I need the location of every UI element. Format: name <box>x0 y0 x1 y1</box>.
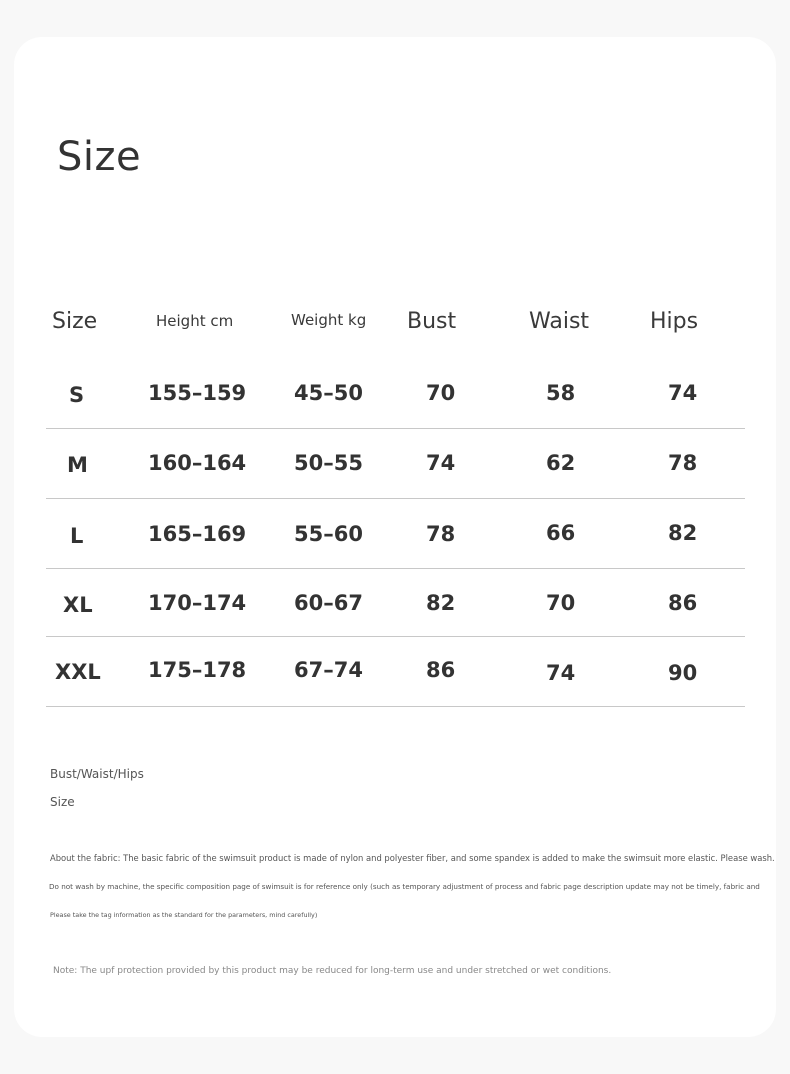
table-cell-hips: 90 <box>668 661 698 685</box>
header-weight: Weight kg <box>291 311 367 329</box>
size-label: Size <box>50 795 75 809</box>
row-divider <box>46 498 745 499</box>
fabric-note-line-2: Do not wash by machine, the specific composition page of swimsuit is for reference only (such as temporary adjustment of process and fabric page description update may not be timely, fabric and <box>49 882 760 891</box>
header-bust: Bust <box>407 309 457 334</box>
table-cell-hips: 78 <box>668 451 698 475</box>
table-cell-weight: 67–74 <box>294 658 363 682</box>
table-cell-size: M <box>67 453 88 477</box>
table-cell-bust: 82 <box>426 591 456 615</box>
table-cell-height: 170–174 <box>148 591 247 615</box>
header-hips: Hips <box>650 309 699 334</box>
table-cell-height: 175–178 <box>148 658 247 682</box>
table-cell-waist: 62 <box>546 451 576 475</box>
row-divider <box>46 706 745 707</box>
table-cell-weight: 60–67 <box>294 591 363 615</box>
row-divider <box>46 428 745 429</box>
table-cell-height: 160–164 <box>148 451 247 475</box>
fabric-note-line-1: About the fabric: The basic fabric of the swimsuit product is made of nylon and polyester fiber, and some spandex is added to make the swimsuit more elastic. Please wash. <box>50 853 775 863</box>
header-waist: Waist <box>529 309 590 334</box>
row-divider <box>46 568 745 569</box>
table-cell-size: XXL <box>55 660 101 684</box>
table-cell-waist: 74 <box>546 661 576 685</box>
row-divider <box>46 636 745 637</box>
table-cell-bust: 86 <box>426 658 456 682</box>
table-cell-bust: 78 <box>426 522 456 546</box>
table-cell-height: 155–159 <box>148 381 247 405</box>
table-cell-bust: 70 <box>426 381 456 405</box>
table-cell-weight: 50–55 <box>294 451 363 475</box>
table-cell-height: 165–169 <box>148 522 247 546</box>
table-cell-weight: 55–60 <box>294 522 363 546</box>
header-size: Size <box>52 309 98 334</box>
table-cell-waist: 66 <box>546 521 576 545</box>
header-height: Height cm <box>156 312 234 330</box>
table-cell-size: S <box>69 383 85 407</box>
table-cell-hips: 82 <box>668 521 698 545</box>
upf-note: Note: The upf protection provided by this product may be reduced for long-term use and under stretched or wet conditions. <box>53 966 612 976</box>
measure-label: Bust/Waist/Hips <box>50 767 144 781</box>
table-cell-bust: 74 <box>426 451 456 475</box>
table-cell-waist: 70 <box>546 591 576 615</box>
table-cell-hips: 86 <box>668 591 698 615</box>
table-cell-hips: 74 <box>668 381 698 405</box>
table-cell-size: XL <box>63 593 93 617</box>
fabric-note-line-3: Please take the tag information as the standard for the parameters, mind carefully) <box>50 911 318 919</box>
table-cell-size: L <box>70 524 84 548</box>
page-title: Size <box>57 134 142 180</box>
table-cell-weight: 45–50 <box>294 381 363 405</box>
table-cell-waist: 58 <box>546 381 576 405</box>
